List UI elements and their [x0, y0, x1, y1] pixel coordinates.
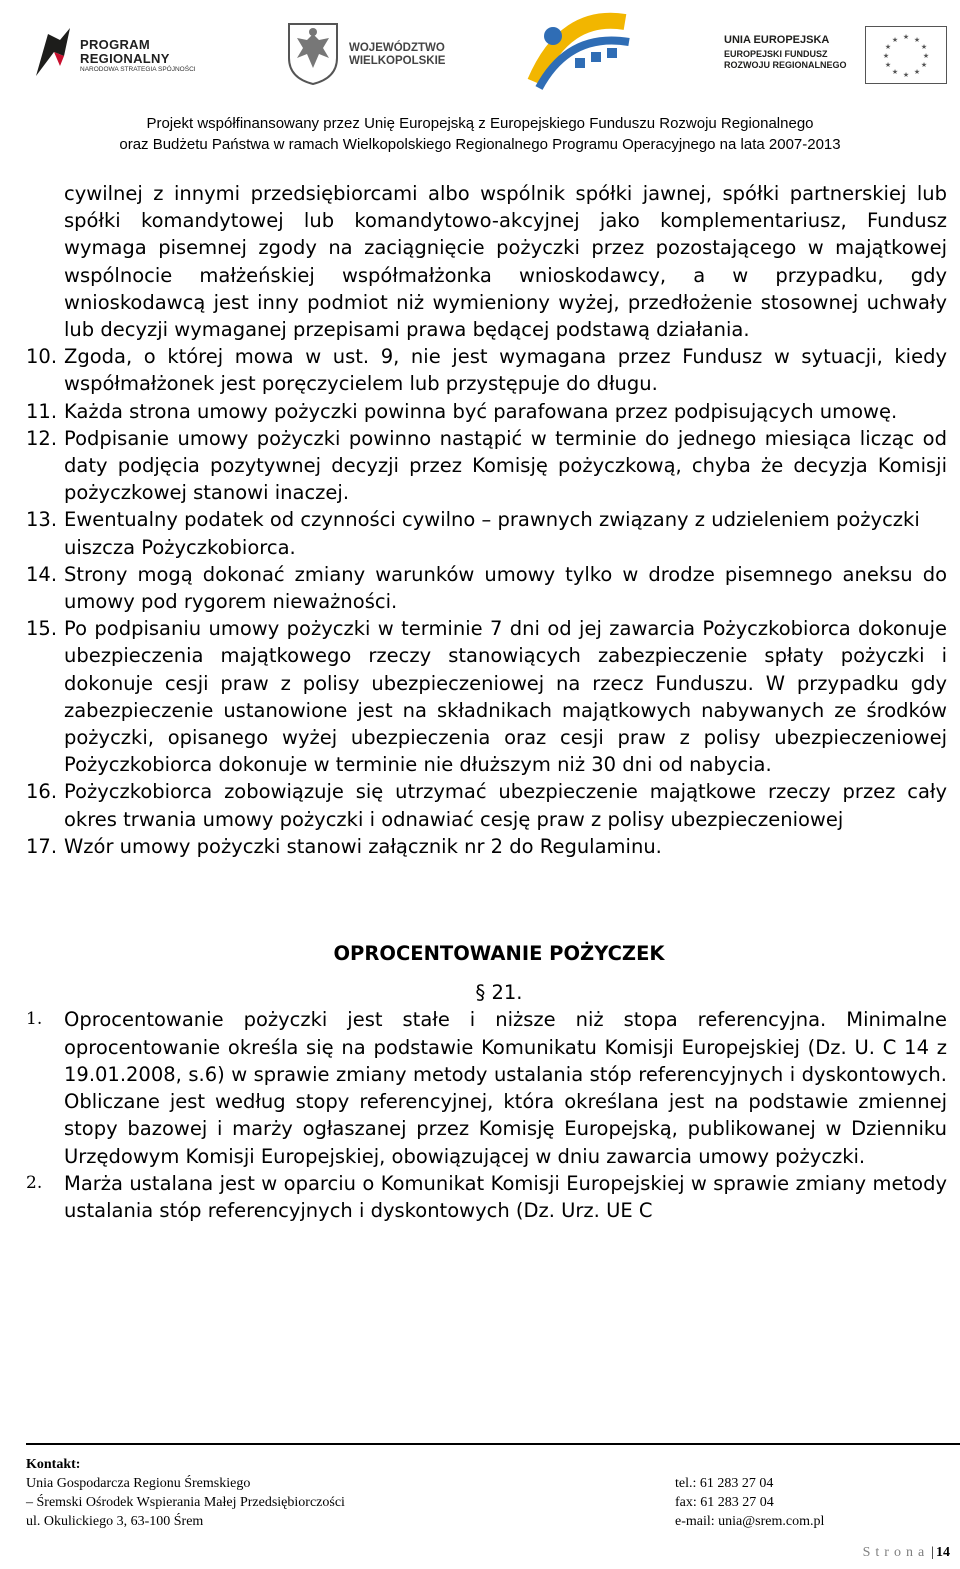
footer-divider	[26, 1443, 960, 1445]
list-item	[26, 398, 947, 425]
eagle-coat-of-arms-icon	[285, 20, 341, 86]
program-logo-text	[80, 38, 170, 66]
contact-label: Kontakt:	[26, 1457, 81, 1472]
svg-text:★: ★	[902, 71, 910, 79]
svg-text:★: ★	[922, 52, 930, 60]
section-heading: OPROCENTOWANIE POŻYCZEK	[333, 942, 665, 966]
eu-logo-line1: UNIA EUROPEJSKA	[724, 34, 830, 46]
wrpo-graphic	[525, 2, 635, 94]
footer-address: ul. Okulickiego 3, 63-100 Śrem	[26, 1514, 204, 1529]
svg-text:★: ★	[920, 61, 928, 69]
list-text: Pożyczkobiorca zobowiązuje się utrzymać ubezpieczenie majątkowe rzeczy przez cały okres trwania umowy pożyczki i odnawiać cesję praw z polisy ubezpieczeniowej	[64, 780, 947, 831]
project-line1: Projekt współfinansowany przez Unię Europejską z Europejskiego Funduszu Rozwoju Regionalnego	[146, 115, 814, 132]
svg-text:★: ★	[882, 52, 890, 60]
list-text-continued: uiszcza Pożyczkobiorca.	[64, 535, 296, 559]
footer-fax: fax: 61 283 27 04	[675, 1495, 774, 1510]
page-separator: |	[931, 1545, 934, 1560]
svg-text:★: ★	[920, 43, 928, 51]
program-regionalny-emblem	[34, 26, 72, 78]
list-item	[26, 1006, 947, 1169]
eu-logo	[724, 30, 949, 86]
list-item	[26, 833, 947, 860]
list-text: Każda strona umowy pożyczki powinna być parafowana przez podpisujących umowę.	[64, 399, 898, 423]
list-text: Zgoda, o której mowa w ust. 9, nie jest wymagana przez Fundusz w sytuacji, kiedy współmałżonek jest poręczycielem lub przystępuje do długu.	[64, 345, 947, 396]
list-number: 13.	[26, 508, 58, 532]
program-logo-subtitle: NARODOWA STRATEGIA SPÓJNOŚCI	[80, 66, 196, 73]
intro-paragraph: cywilnej z innymi przedsiębiorcami albo wspólnik spółki jawnej, spółki partnerskiej lub spółki komandytowej lub komandytowo-akcyjnej jako komplementariusz, Fundusz wymaga pisemnej zgody na zaciągnięcie pożyczki przez pozostającego w majątkowej wspólnocie małżeńskiej współmałżonka wnioskodawcy, a w przypadku, gdy wnioskodawcą jest inny podmiot niż wymieniony wyżej, przedłożenie stosownej uchwały lub decyzji wymaganej przepisami prawa będącej podstawą działania.	[64, 182, 947, 342]
footer-center: – Śremski Ośrodek Wspierania Małej Przedsiębiorczości	[26, 1495, 345, 1510]
list-item	[26, 506, 947, 560]
list-number: 15.	[26, 617, 58, 641]
project-cofinancing-note	[0, 113, 960, 155]
spacer	[64, 860, 947, 940]
wrpo-logo	[525, 2, 635, 94]
footer-phone: tel.: 61 283 27 04	[675, 1476, 774, 1491]
list-number: 10.	[26, 345, 58, 369]
svg-text:★: ★	[913, 68, 921, 76]
list-number: 14.	[26, 562, 58, 586]
page-number-value: 14	[936, 1545, 950, 1560]
eu-flag-icon	[865, 26, 947, 84]
list-text: Wzór umowy pożyczki stanowi załącznik nr 2 do Regulaminu.	[64, 834, 662, 858]
list-text: Strony mogą dokonać zmiany warunków umowy tylko w drodze pisemnego aneksu do umowy pod rygorem nieważności.	[64, 562, 947, 614]
svg-text:★: ★	[891, 68, 899, 76]
list-number: 16.	[26, 780, 58, 804]
program-regionalny-logo	[34, 24, 234, 84]
list-text: Oprocentowanie pożyczki jest stałe i niższe niż stopa referencyjna. Minimalne oprocentowanie określa się na podstawie Komunikatu Komisji Europejskiej (Dz. U. C 14 z 19.01.2008, s.6) w sprawie zmiany metody ustalania stóp referencyjnych i dyskontowych. Obliczane jest według stopy referencyjnej, która określana jest na podstawie zmiennej stopy bazowej i marży ogłaszanej przez Komisję Europejską, publikowanej w Dzienniku Urzędowym Komisji Europejskiej, obowiązującej w dniu zawarcia umowy pożyczki.	[64, 1008, 947, 1168]
document-body	[26, 180, 947, 1224]
list-text: Po podpisaniu umowy pożyczki w terminie 7 dni od jej zawarcia Pożyczkobiorca dokonuje ubezpieczenia majątkowego rzeczy stanowiących zabezpieczenie spłaty pożyczki i dokonuje cesji praw z polisy ubezpieczeniowej na rzecz Funduszu. W przypadku gdy zabezpieczenie ustanowione jest na składnikach majątkowych nabywanych ze środków pożyczki, opisanego wyżej ubezpieczenia oraz cesji praw z polisy ubezpieczeniowej Pożyczkobiorca dokonuje w terminie nie dłuższym niż 30 dni od nabycia.	[64, 617, 947, 777]
svg-text:★: ★	[902, 33, 910, 41]
eu-logo-line3: ROZWOJU REGIONALNEGO	[724, 60, 847, 70]
svg-text:★: ★	[913, 36, 921, 44]
list-number: 1.	[26, 1009, 43, 1030]
list-number: 11.	[26, 399, 58, 423]
list-item	[26, 561, 947, 615]
list-item	[26, 1170, 947, 1224]
list-item	[26, 778, 947, 832]
list-item	[26, 343, 947, 397]
svg-text:★: ★	[884, 43, 892, 51]
list-item	[26, 425, 947, 507]
page-footer	[0, 1443, 960, 1569]
footer-email: e-mail: unia@srem.com.pl	[675, 1514, 825, 1529]
page-word: Strona	[862, 1545, 930, 1560]
page-number	[863, 1543, 950, 1562]
list-text: Podpisanie umowy pożyczki powinno nastąpić w terminie do jednego miesiąca licząc od daty podjęcia pozytywnej decyzji przez Komisję pożyczkową, chyba że decyzja Komisji pożyczkowej stanowi inaczej.	[64, 426, 947, 505]
list-number: 2.	[26, 1172, 43, 1193]
program-logo-line1: PROGRAM	[80, 37, 150, 52]
svg-text:★: ★	[884, 61, 892, 69]
region-logo-line2: WIELKOPOLSKIE	[349, 55, 446, 67]
svg-text:★: ★	[891, 36, 899, 44]
list-text: Marża ustalana jest w oparciu o Komunikat Komisji Europejskiej w sprawie zmiany metody ustalania stóp referencyjnych i dyskontowych (Dz. Urz. UE C	[64, 1171, 947, 1222]
list-text: Ewentualny podatek od czynności cywilno – prawnych związany z udzieleniem pożyczki	[64, 508, 920, 532]
project-line2: oraz Budżetu Państwa w ramach Wielkopolskiego Regionalnego Programu Operacyjnego na lata 2007-2013	[119, 136, 841, 153]
footer-organization: Unia Gospodarcza Regionu Śremskiego	[26, 1476, 251, 1491]
section-number: § 21.	[475, 981, 523, 1005]
wielkopolska-logo	[285, 20, 485, 90]
page-header	[0, 0, 960, 160]
eu-logo-lines	[724, 49, 847, 71]
eu-logo-line2: EUROPEJSKI FUNDUSZ	[724, 49, 828, 59]
program-logo-line2: REGIONALNY	[80, 51, 170, 66]
list-number: 17.	[26, 834, 58, 858]
region-logo-line1: WOJEWÓDZTWO	[349, 42, 445, 54]
list-number: 12.	[26, 426, 58, 450]
list-item	[26, 615, 947, 778]
